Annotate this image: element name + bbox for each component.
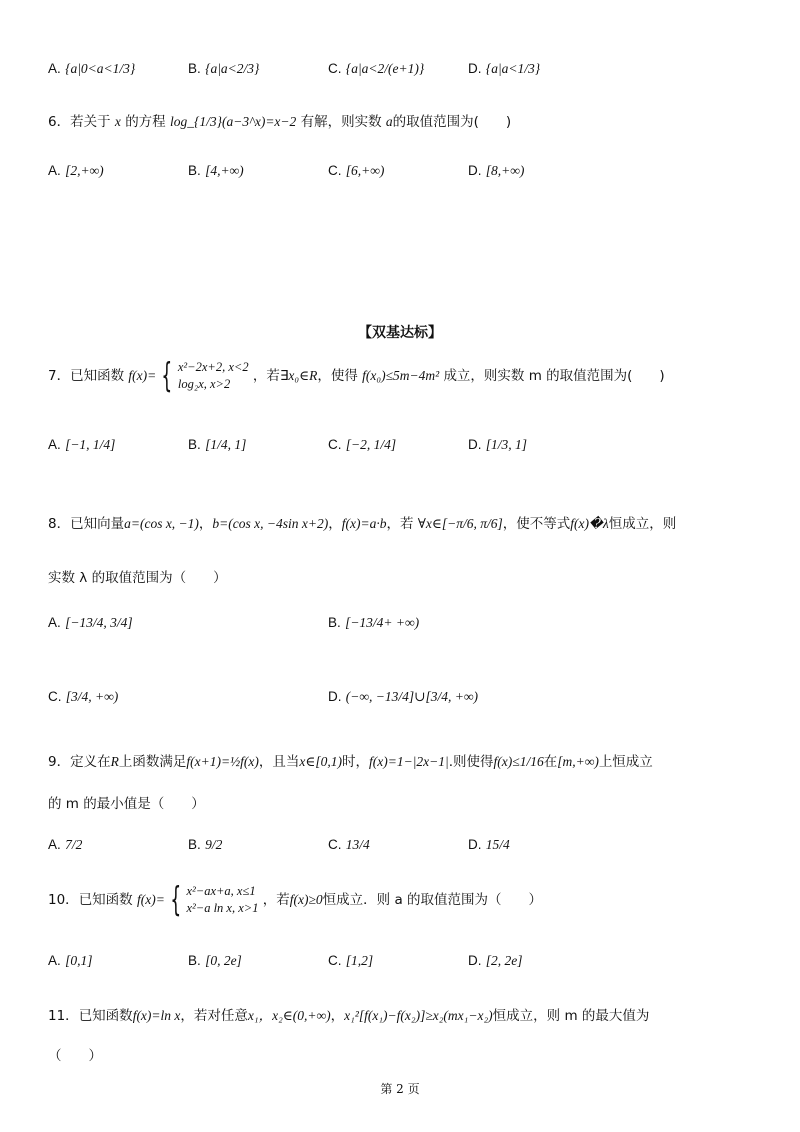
section-title: 【双基达标】 [358, 325, 442, 341]
q10-option-d: D. [2, 2e] [468, 953, 523, 968]
question-11: 11．已知函数f(x)=ln x，若对任意x₁，x₂∈(0,+∞)，x₁²[f(x₁)−f(x₂)]≥x₂(mx₁−x₂)恒成立，则 m 的最大值为 [48, 1008, 650, 1024]
question-8-line-2: 实数 λ 的取值范围为（ ） [48, 570, 227, 586]
page-footer: 第 2 页 [380, 1082, 420, 1096]
q7-option-c: C. [−2, 1/4] [328, 437, 397, 452]
q9-option-c: C. 13/4 [328, 837, 370, 852]
q7-option-b: B. [1/4, 1] [188, 437, 247, 452]
q6-option-d: D. [8,+∞) [468, 163, 525, 178]
prev-option-d-text: {a|a<1/3} [485, 61, 541, 76]
prev-option-a-text: {a|0<a<1/3} [65, 61, 136, 76]
q10-option-c: C. [1,2] [328, 953, 374, 968]
q8-range: ∀x∈[−π/6, π/6] [417, 516, 503, 531]
question-10: 10．已知函数 f(x)= { x²−ax+a, x≤1 x²−a ln x, x>1 ，若f(x)≥0恒成立．则 a 的取值范围为（ ） [48, 880, 543, 920]
q7-piecewise: x²−2x+2, x<2 log₂x, x>2 [177, 360, 249, 391]
question-9-line-2: 的 m 的最小值是（ ） [48, 796, 205, 812]
prev-option-b-text: {a|a<2/3} [205, 61, 260, 76]
q6-option-a: A. [2,+∞) [48, 163, 104, 178]
q7-inequality: f(x₀)≤5m−4m² [362, 368, 440, 383]
prev-option-c-text: {a|a<2/(e+1)} [345, 61, 425, 76]
q10-piecewise: x²−ax+a, x≤1 x²−a ln x, x>1 [186, 884, 259, 915]
q8-option-c: C. [3/4, +∞) [48, 689, 119, 704]
q9-option-d: D. 15/4 [468, 837, 510, 852]
prev-option-a: A. {a|0<a<1/3} [48, 61, 136, 76]
q10-option-b: B. [0, 2e] [188, 953, 242, 968]
q9-option-a: A. 7/2 [48, 837, 83, 852]
prev-option-c: C. {a|a<2/(e+1)} [328, 61, 425, 76]
q6-equation: log_{1/3}(a−3^x)=x−2 [169, 114, 297, 129]
q7-option-a: A. [−1, 1/4] [48, 437, 116, 452]
q6-option-b: B. [4,+∞) [188, 163, 244, 178]
question-9: 9．定义在R上函数满足f(x+1)=½f(x)，且当x∈[0,1)时，f(x)=1−|2x−1|.则使得f(x)≤1/16在[m,+∞)上恒成立 [48, 754, 653, 770]
question-7: 7．已知函数 f(x)= { x²−2x+2, x<2 log₂x, x>2 ，若∃x₀∈R，使得 f(x₀)≤5m−4m² 成立，则实数 m 的取值范围为( ) [48, 356, 665, 396]
q8-option-d: D. (−∞, −13/4]∪[3/4, +∞) [328, 689, 478, 704]
question-11-line-2: （ ） [48, 1048, 102, 1064]
q8-option-a: A. [−13/4, 3/4] [48, 615, 133, 630]
question-8: 8．已知向量a=(cos x, −1)，b=(cos x, −4sin x+2)，f(x)=a·b，若 ∀x∈[−π/6, π/6]，使不等式f(x)�λ恒成立，则 [48, 516, 677, 532]
q7-option-d: D. [1/3, 1] [468, 437, 528, 452]
q10-option-a: A. [0,1] [48, 953, 93, 968]
question-6: 6．若关于 x 的方程 log_{1/3}(a−3^x)=x−2 有解，则实数 a的取值范围为( ) [48, 114, 512, 130]
prev-option-d: D. {a|a<1/3} [468, 61, 541, 76]
q9-option-b: B. 9/2 [188, 837, 223, 852]
prev-option-b: B. {a|a<2/3} [188, 61, 260, 76]
q6-option-c: C. [6,+∞) [328, 163, 385, 178]
q8-option-b: B. [−13/4+ +∞) [328, 615, 420, 630]
